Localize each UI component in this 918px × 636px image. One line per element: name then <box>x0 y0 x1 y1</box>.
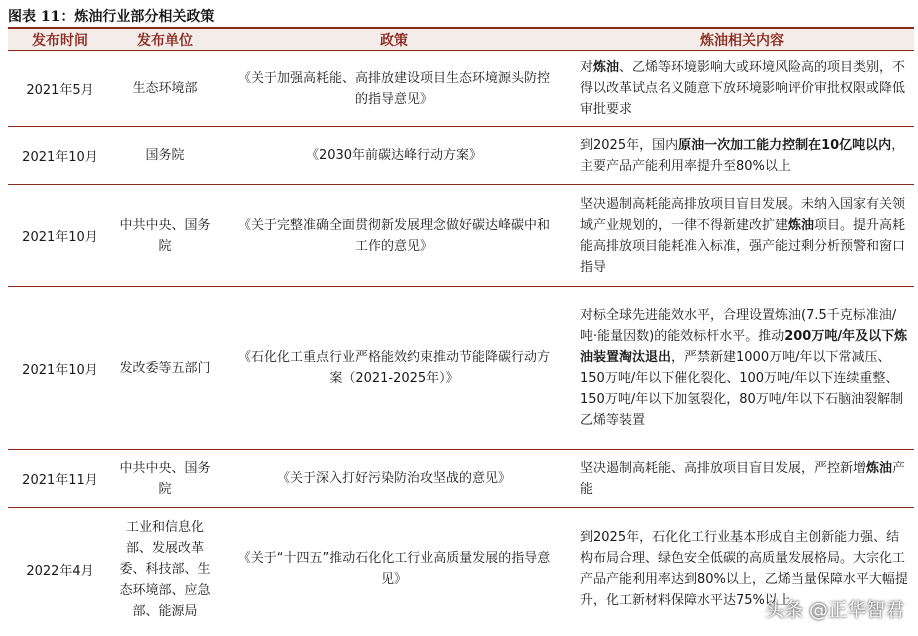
cell-date: 2021年10月 <box>22 150 98 165</box>
cell-date: 2021年11月 <box>22 473 98 488</box>
content-text: 坚决遏制高耗能、高排放项目盲目发展，严控新增 <box>580 460 867 476</box>
emphasis-text: 炼油 <box>593 60 620 75</box>
table-row <box>8 450 914 508</box>
cell-date: 2021年5月 <box>26 83 94 98</box>
cell-unit: 中共中央、国务院 <box>119 460 211 497</box>
cell-unit: 发改委等五部门 <box>119 360 211 376</box>
header-unit: 发布单位 <box>137 32 193 49</box>
watermark: 头条 @正华智君 <box>764 599 904 621</box>
content-text: 对 <box>580 60 594 75</box>
header-policy: 政策 <box>380 32 408 49</box>
cell-policy: 《石化化工重点行业严格能效约束推动节能降碳行动方案（2021-2025年）》 <box>237 350 550 386</box>
content-text: 到2025年，国内 <box>580 137 679 153</box>
content-text: ，主要产品产能利用率提升至80%以上 <box>580 137 905 174</box>
table-row <box>8 51 914 127</box>
content-text: 对标全球先进能效水平，合理设置炼油(7.5千克标准油/吨·能量因数)的能效标杆水平。推动 <box>580 308 897 344</box>
cell-unit: 国务院 <box>145 148 185 163</box>
table-row <box>8 287 914 450</box>
header-content: 炼油相关内容 <box>700 32 784 49</box>
content-text: 到2025年，石化化工行业基本形成自主创新能力强、结构布局合理、绿色安全低碳的高质量发展格局。大宗化工产品产能利用率达到80%以上，乙烯当量保障水平大幅提升，化工新材料保障水平达75%以上 <box>580 530 908 608</box>
emphasis-text: 炼油 <box>866 460 893 476</box>
content-text: 项目。提升高耗能高排放项目能耗准入标准，强产能过剩分析预警和窗口指导 <box>580 217 906 275</box>
cell-unit: 生态环境部 <box>132 81 198 96</box>
cell-content <box>570 135 914 177</box>
table-header <box>8 27 914 51</box>
cell-date: 2021年10月 <box>22 230 98 245</box>
cell-unit: 中共中央、国务院 <box>119 217 211 254</box>
content-text: 产能 <box>580 460 906 497</box>
cell-policy: 《关于完整准确全面贯彻新发展理念做好碳达峰碳中和工作的意见》 <box>237 217 550 254</box>
header-date: 发布时间 <box>32 32 88 49</box>
cell-policy: 《关于“十四五”推动石化化工行业高质量发展的指导意见》 <box>237 551 551 587</box>
table-row <box>8 127 914 185</box>
figure-title: 图表 11：炼油行业部分相关政策 <box>8 9 215 25</box>
emphasis-text: 炼油 <box>788 217 815 233</box>
cell-content <box>570 458 914 500</box>
cell-unit: 工业和信息化部、发展改革委、科技部、生态环境部、应急部、能源局 <box>119 519 211 619</box>
content-text: 坚决遏制高耗能高排放项目盲目发展。未纳入国家有关领域产业规划的，一律不得新建改扩建 <box>580 196 906 233</box>
cell-content <box>570 57 914 120</box>
cell-date: 2021年10月 <box>22 362 98 378</box>
cell-content <box>570 305 914 431</box>
table-body <box>8 51 914 630</box>
emphasis-text: 200万吨/年及以下炼油装置淘汰退出 <box>580 329 908 365</box>
cell-content <box>570 194 914 278</box>
table-row <box>8 185 914 287</box>
cell-date: 2022年4月 <box>26 563 94 579</box>
emphasis-text: 原油一次加工能力控制在10亿吨以内 <box>678 137 892 153</box>
cell-policy: 《关于深入打好污染防治攻坚战的意见》 <box>276 471 511 486</box>
content-text: ，严禁新建1000万吨/年以下常减压、150万吨/年以下催化裂化、100万吨/年以下连续重整、150万吨/年以下加氢裂化，80万吨/年以下石脑油裂解制乙烯等装置 <box>580 350 904 428</box>
cell-policy: 《关于加强高耗能、高排放建设项目生态环境源头防控的指导意见》 <box>237 70 550 107</box>
content-text: 、乙烯等环境影响大或环境风险高的项目类别，不得以改革试点名义随意下放环境影响评价审批权限或降低审批要求 <box>580 60 906 117</box>
cell-policy: 《2030年前碳达峰行动方案》 <box>305 148 483 163</box>
